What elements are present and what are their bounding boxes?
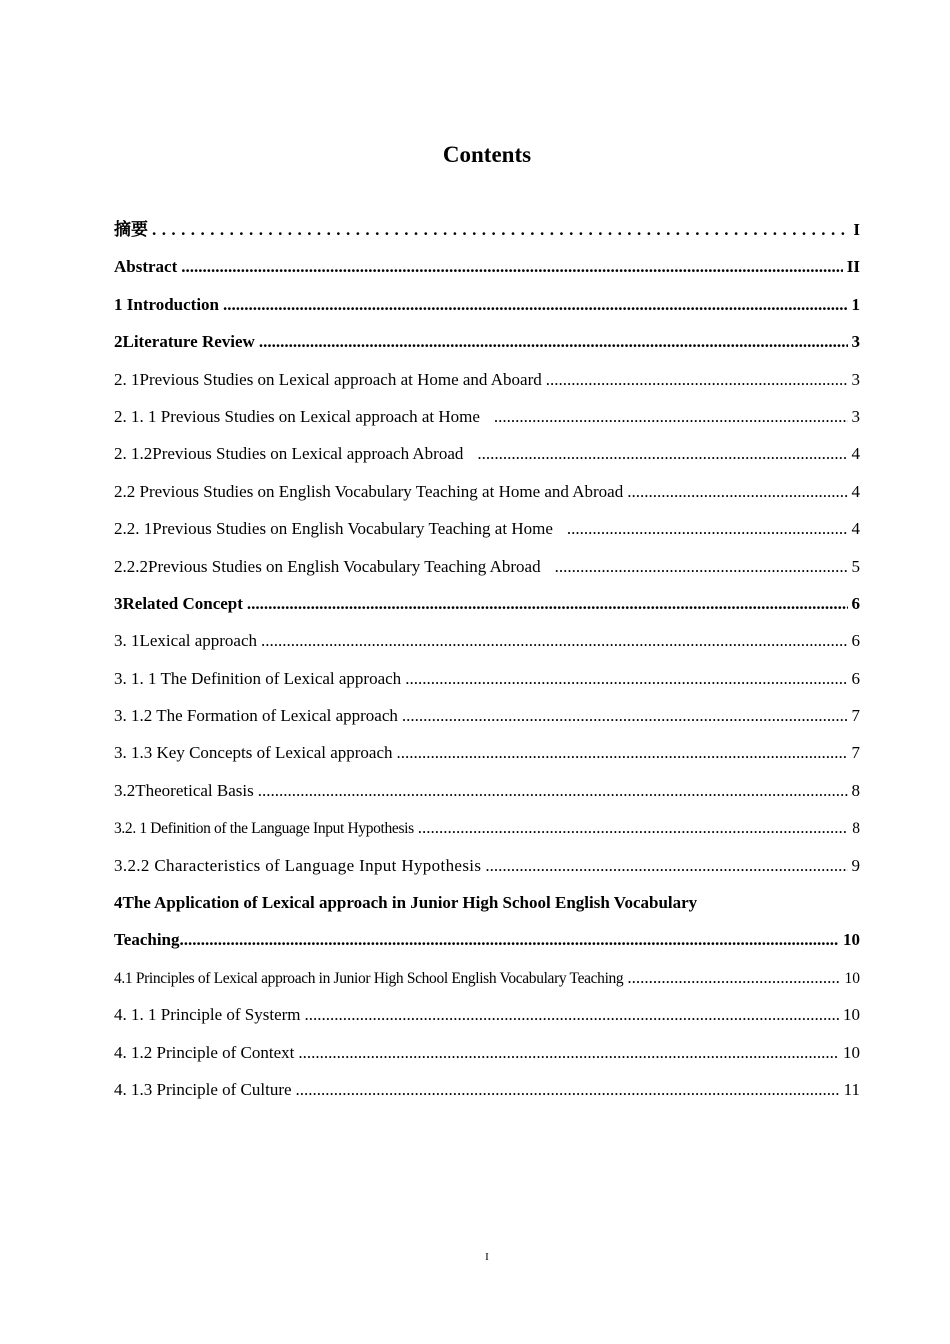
toc-entry-label: 1 Introduction — [114, 294, 220, 314]
toc-entry-3-2-2[interactable] — [114, 847, 860, 884]
page-title: Contents — [442, 142, 532, 168]
toc-entry-label: 3.2Theoretical Basis — [114, 780, 254, 800]
dot-leader — [259, 323, 848, 360]
dot-leader — [181, 248, 843, 285]
toc-entry-label: 2.2. 1Previous Studies on English Vocabulary Teaching at Home — [114, 519, 553, 539]
dot-leader — [627, 959, 840, 996]
toc-entry-label: 4. 1. 1 Principle of Systerm — [114, 1005, 301, 1025]
toc-entry-3-1-1[interactable] — [114, 660, 860, 697]
toc-entry-4-1-2[interactable] — [114, 1034, 860, 1071]
dot-leader — [494, 398, 848, 435]
dot-leader — [305, 996, 839, 1033]
toc-entry-page: 3 — [851, 369, 860, 389]
toc-entry-label: 4.1 Principles of Lexical approach in Junior High School English Vocabulary Teaching — [114, 969, 624, 987]
dot-leader — [261, 622, 847, 659]
table-of-contents — [114, 211, 860, 1108]
dot-leader — [485, 847, 847, 884]
toc-entry-2-2-2[interactable] — [114, 548, 860, 585]
toc-entry-label: 2.2 Previous Studies on English Vocabulary Teaching at Home and Abroad — [114, 481, 624, 501]
dot-leader — [296, 1071, 840, 1108]
dot-leader — [247, 585, 848, 622]
toc-entry-page: 10 — [843, 1042, 860, 1062]
toc-entry-page: I — [853, 220, 860, 239]
toc-entry-label: 4. 1.3 Principle of Culture — [114, 1079, 292, 1099]
toc-entry-page: 8 — [851, 780, 860, 800]
toc-entry-page: 11 — [843, 1079, 860, 1099]
toc-entry-page: 10 — [843, 930, 860, 950]
page-number: I — [485, 1251, 489, 1263]
dot-leader — [627, 473, 847, 510]
dot-leader — [180, 921, 839, 958]
toc-entry-abstract-chinese[interactable] — [114, 211, 860, 248]
toc-entry-page: 10 — [843, 1005, 860, 1025]
dot-leader — [567, 510, 848, 547]
toc-entry-page: 4 — [851, 481, 860, 501]
toc-entry-4-1-1[interactable] — [114, 996, 860, 1033]
toc-entry-label: 4. 1.2 Principle of Context — [114, 1042, 295, 1062]
toc-entry-page: 5 — [851, 556, 860, 576]
dot-leader — [477, 435, 847, 472]
toc-entry-page: 4 — [851, 519, 860, 539]
toc-entry-3-1-3[interactable] — [114, 734, 860, 771]
toc-entry-page: 4 — [851, 444, 860, 464]
toc-entry-3-1-2[interactable] — [114, 697, 860, 734]
toc-entry-application-heading[interactable] — [114, 884, 860, 921]
toc-entry-label: 3.2. 1 Definition of the Language Input Hypothesis — [114, 820, 414, 838]
toc-entry-2-1[interactable] — [114, 361, 860, 398]
dot-leader — [223, 286, 847, 323]
toc-entry-label: 3. 1.2 The Formation of Lexical approach — [114, 706, 398, 726]
toc-entry-4-1-3[interactable] — [114, 1071, 860, 1108]
toc-entry-abstract[interactable] — [114, 248, 860, 285]
dot-leader — [258, 772, 848, 809]
toc-entry-2-1-2[interactable] — [114, 435, 860, 472]
toc-entry-page: 3 — [851, 406, 860, 426]
toc-entry-3-1[interactable] — [114, 622, 860, 659]
toc-entry-page: 7 — [851, 706, 860, 726]
toc-entry-label: 3Related Concept — [114, 593, 243, 613]
toc-entry-label: 3. 1. 1 The Definition of Lexical approach — [114, 668, 402, 688]
toc-entry-page: 3 — [851, 332, 860, 352]
dot-leader — [397, 734, 848, 771]
toc-entry-label: 3.2.2 Characteristics of Language Input Hypothesis — [114, 855, 482, 875]
toc-entry-label-continued: Teaching — [114, 930, 180, 950]
toc-entry-page: 6 — [851, 668, 860, 688]
dot-leader — [402, 697, 848, 734]
toc-entry-2-2[interactable] — [114, 473, 860, 510]
toc-entry-label: 2. 1Previous Studies on Lexical approach at Home and Aboard — [114, 369, 542, 389]
toc-entry-3-2-1[interactable] — [114, 809, 860, 846]
toc-entry-page: 10 — [844, 969, 860, 987]
toc-entry-introduction[interactable] — [114, 286, 860, 323]
dot-leader — [555, 548, 848, 585]
toc-entry-label: 2Literature Review — [114, 332, 255, 352]
toc-entry-page: 7 — [851, 743, 860, 763]
toc-entry-label: Abstract — [114, 257, 178, 277]
dot-leader — [405, 660, 847, 697]
toc-entry-page: 8 — [852, 820, 860, 838]
toc-entry-page: 1 — [851, 294, 860, 314]
toc-entry-label: 摘要 — [114, 220, 148, 239]
dot-leader — [546, 361, 848, 398]
toc-entry-page: 9 — [851, 855, 860, 875]
toc-entry-label: 2. 1. 1 Previous Studies on Lexical approach at Home — [114, 406, 480, 426]
toc-entry-label: 3. 1.3 Key Concepts of Lexical approach — [114, 743, 393, 763]
toc-entry-label: 2. 1.2Previous Studies on Lexical approach Abroad — [114, 444, 464, 464]
toc-entry-3-2[interactable] — [114, 772, 860, 809]
toc-entry-label: 2.2.2Previous Studies on English Vocabulary Teaching Abroad — [114, 556, 541, 576]
toc-entry-application-continued[interactable] — [114, 921, 860, 958]
toc-entry-2-1-1[interactable] — [114, 398, 860, 435]
toc-entry-page: II — [846, 257, 860, 277]
dot-leader — [298, 1034, 839, 1071]
toc-entry-label: 4The Application of Lexical approach in Junior High School English Vocabulary — [114, 893, 698, 913]
dot-leader — [418, 809, 848, 846]
toc-entry-2-2-1[interactable] — [114, 510, 860, 547]
toc-entry-page: 6 — [851, 593, 860, 613]
toc-entry-literature-review[interactable] — [114, 323, 860, 360]
toc-entry-page: 6 — [851, 631, 860, 651]
toc-entry-label: 3. 1Lexical approach — [114, 631, 258, 651]
toc-entry-4-1[interactable] — [114, 959, 860, 996]
toc-entry-related-concept[interactable] — [114, 585, 860, 622]
dot-leader — [152, 211, 849, 248]
